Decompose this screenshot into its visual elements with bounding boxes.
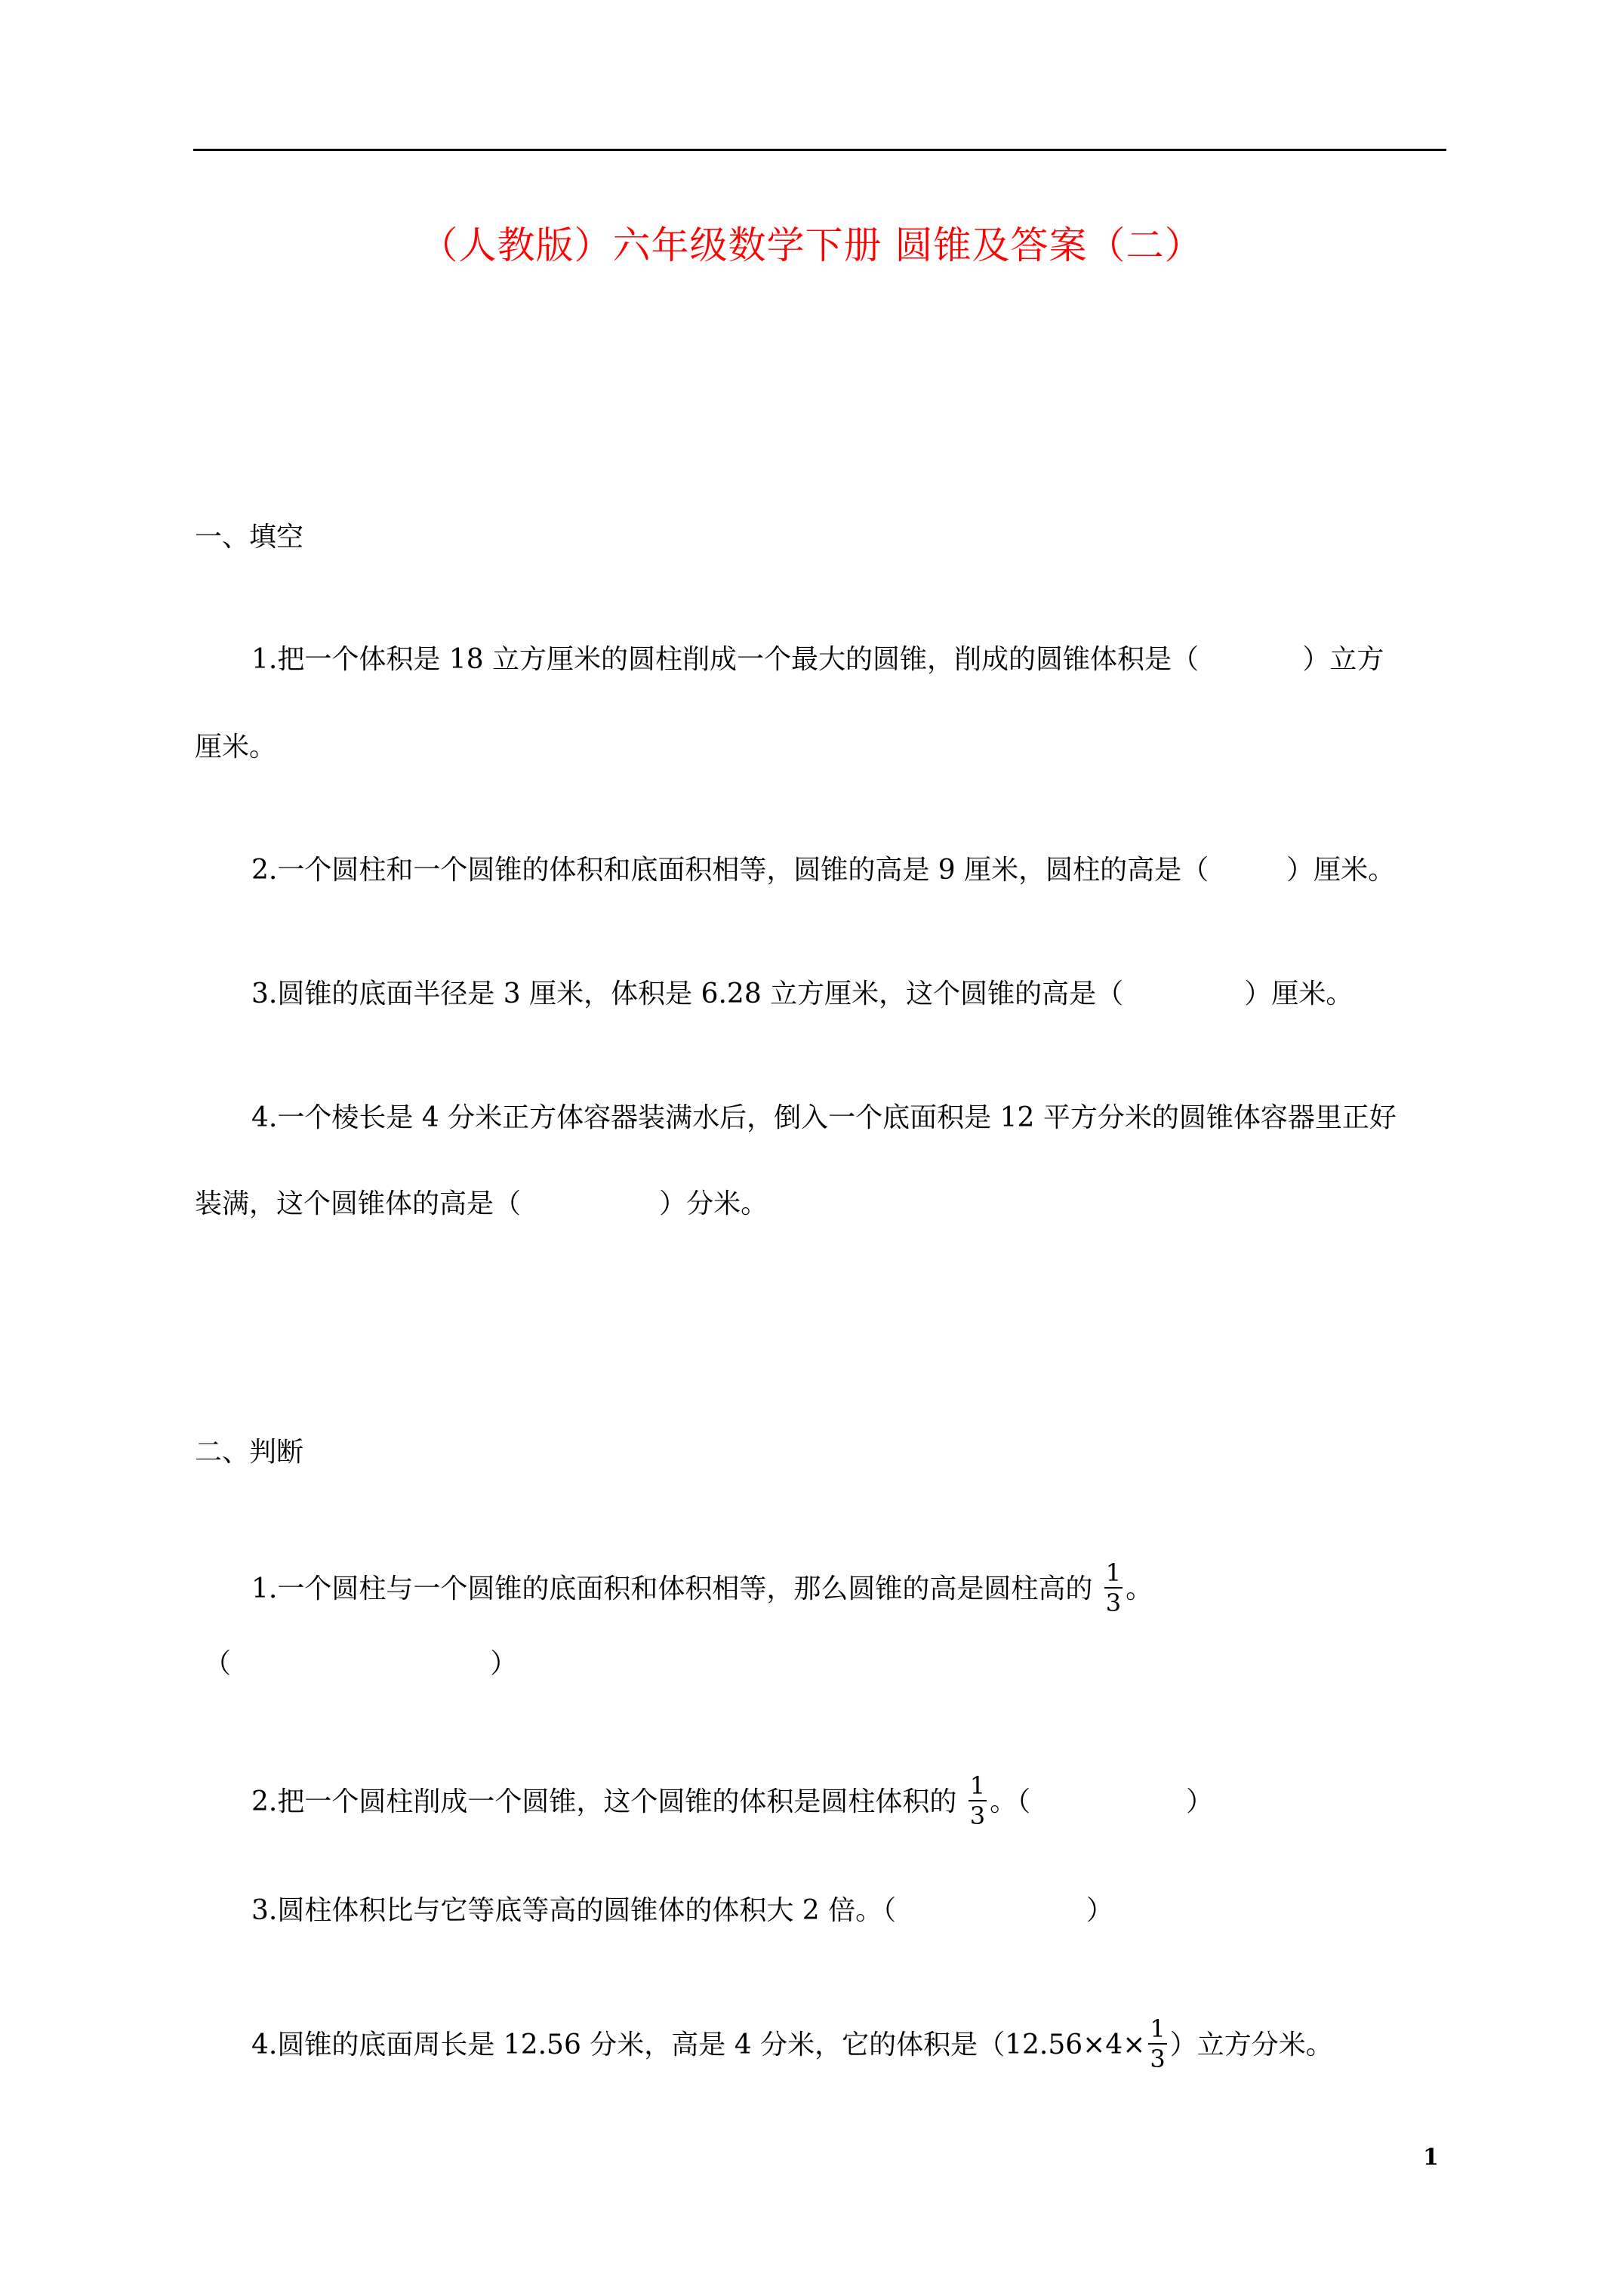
fill-in-question-2: 2.一个圆柱和一个圆锥的体积和底面积相等，圆锥的高是 9 厘米，圆柱的高是（ ）厘米。 [251, 855, 1396, 886]
fraction-one-third: $\frac{1}{3}$ [1105, 1558, 1122, 1617]
fraction-one-third: $\frac{1}{3}$ [969, 1771, 986, 1830]
document-title: （人教版）六年级数学下册 圆锥及答案（二） [420, 223, 1203, 267]
section-heading-fill-in: 一、填空 [195, 522, 304, 553]
header-rule [193, 149, 1446, 151]
true-false-question-3: 3.圆柱体积比与它等底等高的圆锥体的体积大 2 倍。（ ） [251, 1895, 1113, 1926]
question-text: 4.圆锥的底面周长是 12.56 分米，高是 4 分米，它的体积是（12.56×4× [251, 2029, 1146, 2060]
fill-in-question-4-line-1: 4.一个棱长是 4 分米正方体容器装满水后，倒入一个底面积是 12 平方分米的圆锥体容器里正好 [251, 1102, 1397, 1133]
question-text: 1.一个圆柱与一个圆锥的底面积和体积相等，那么圆锥的高是圆柱高的 [251, 1573, 1101, 1604]
fill-in-question-1-line-2: 厘米。 [195, 732, 277, 763]
page-number: 1 [1423, 2144, 1439, 2171]
true-false-question-4: 4.圆锥的底面周长是 12.56 分米，高是 4 分米，它的体积是（12.56×4× $\frac{1}{3}$ ）立方分米。 [251, 2014, 1333, 2073]
fill-in-question-1-line-1: 1.把一个体积是 18 立方厘米的圆柱削成一个最大的圆锥，削成的圆锥体积是（ ）立方 [251, 644, 1384, 675]
fill-in-question-3: 3.圆锥的底面半径是 3 厘米，体积是 6.28 立方厘米，这个圆锥的高是（ ）厘米。 [251, 978, 1354, 1009]
question-text: 2.把一个圆柱削成一个圆锥，这个圆锥的体积是圆柱体积的 [251, 1786, 965, 1817]
true-false-question-1-answer-blank: （ ） [204, 1648, 518, 1679]
section-heading-true-false: 二、判断 [195, 1437, 304, 1468]
fraction-one-third: $\frac{1}{3}$ [1150, 2014, 1166, 2073]
fill-in-question-4-line-2: 装满，这个圆锥体的高是（ ）分米。 [195, 1188, 768, 1219]
true-false-question-1: 1.一个圆柱与一个圆锥的底面积和体积相等，那么圆锥的高是圆柱高的 $\frac{1}{3}$ 。 [251, 1558, 1153, 1617]
true-false-question-2: 2.把一个圆柱削成一个圆锥，这个圆锥的体积是圆柱体积的 $\frac{1}{3}$ 。（ ） [251, 1771, 1214, 1830]
